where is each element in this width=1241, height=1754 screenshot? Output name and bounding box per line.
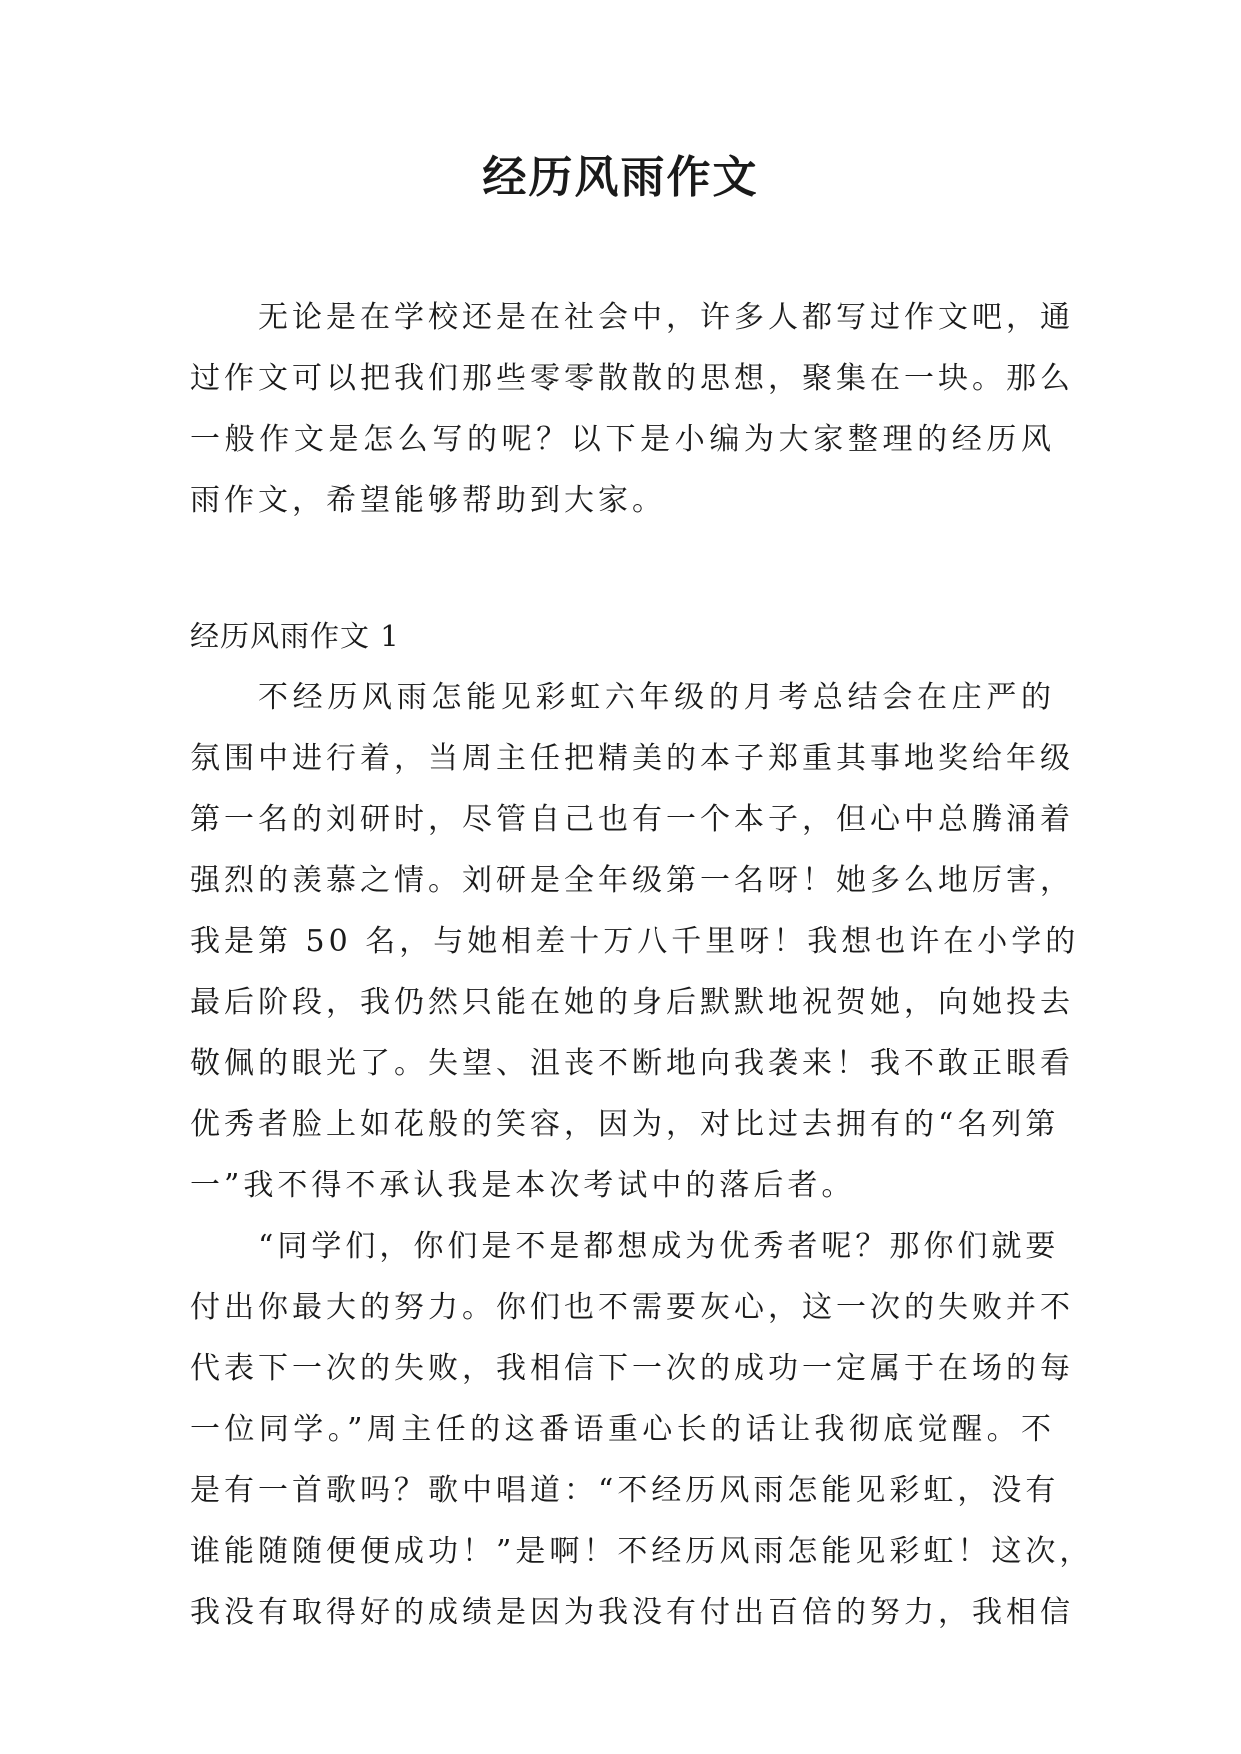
- text-line: 氛围中进行着，当周主任把精美的本子郑重其事地奖给年级: [190, 741, 1074, 776]
- text-line: 过作文可以把我们那些零零散散的思想，聚集在一块。那么: [190, 361, 1074, 396]
- text-line: 一位同学。”周主任的这番语重心长的话让我彻底觉醒。不: [190, 1412, 1055, 1447]
- intro-paragraph: [190, 287, 1074, 531]
- text-line: 优秀者脸上如花般的笑容，因为，对比过去拥有的“名列第: [190, 1107, 1060, 1142]
- text-line: 谁能随随便便成功！”是啊！不经历风雨怎能见彩虹！这次，: [190, 1534, 1094, 1569]
- text-line: 不经历风雨怎能见彩虹六年级的月考总结会在庄严的: [258, 680, 1055, 715]
- document-title: 经历风雨作文: [482, 152, 759, 203]
- text-line: 雨作文，希望能够帮助到大家。: [190, 483, 666, 518]
- body-paragraph-1: [190, 667, 1080, 1216]
- text-line: 付出你最大的努力。你们也不需要灰心，这一次的失败并不: [190, 1290, 1074, 1325]
- text-line: 是有一首歌吗？歌中唱道：“不经历风雨怎能见彩虹，没有: [190, 1473, 1060, 1508]
- document-body: [190, 287, 1094, 1643]
- text-line: “同学们，你们是不是都想成为优秀者呢？那你们就要: [258, 1229, 1060, 1264]
- section-heading: 经历风雨作文 1: [190, 619, 400, 653]
- section-heading-block: [190, 606, 1055, 667]
- section-spacer: [190, 531, 1055, 606]
- text-line: 我是第 50 名，与她相差十万八千里呀！我想也许在小学的: [190, 924, 1080, 959]
- text-line: 无论是在学校还是在社会中，许多人都写过作文吧，通: [258, 300, 1074, 335]
- text-line: 第一名的刘研时，尽管自己也有一个本子，但心中总腾涌着: [190, 802, 1074, 837]
- body-paragraph-2: [190, 1216, 1094, 1643]
- text-line: 代表下一次的失败，我相信下一次的成功一定属于在场的每: [190, 1351, 1074, 1386]
- text-line: 一般作文是怎么写的呢？以下是小编为大家整理的经历风: [190, 422, 1055, 457]
- text-line: 一”我不得不承认我是本次考试中的落后者。: [190, 1168, 856, 1203]
- text-line: 最后阶段，我仍然只能在她的身后默默地祝贺她，向她投去: [190, 985, 1074, 1020]
- text-line: 我没有取得好的成绩是因为我没有付出百倍的努力，我相信: [190, 1595, 1074, 1630]
- text-line: 强烈的羡慕之情。刘研是全年级第一名呀！她多么地厉害，: [190, 863, 1074, 898]
- text-line: 敬佩的眼光了。失望、沮丧不断地向我袭来！我不敢正眼看: [190, 1046, 1074, 1081]
